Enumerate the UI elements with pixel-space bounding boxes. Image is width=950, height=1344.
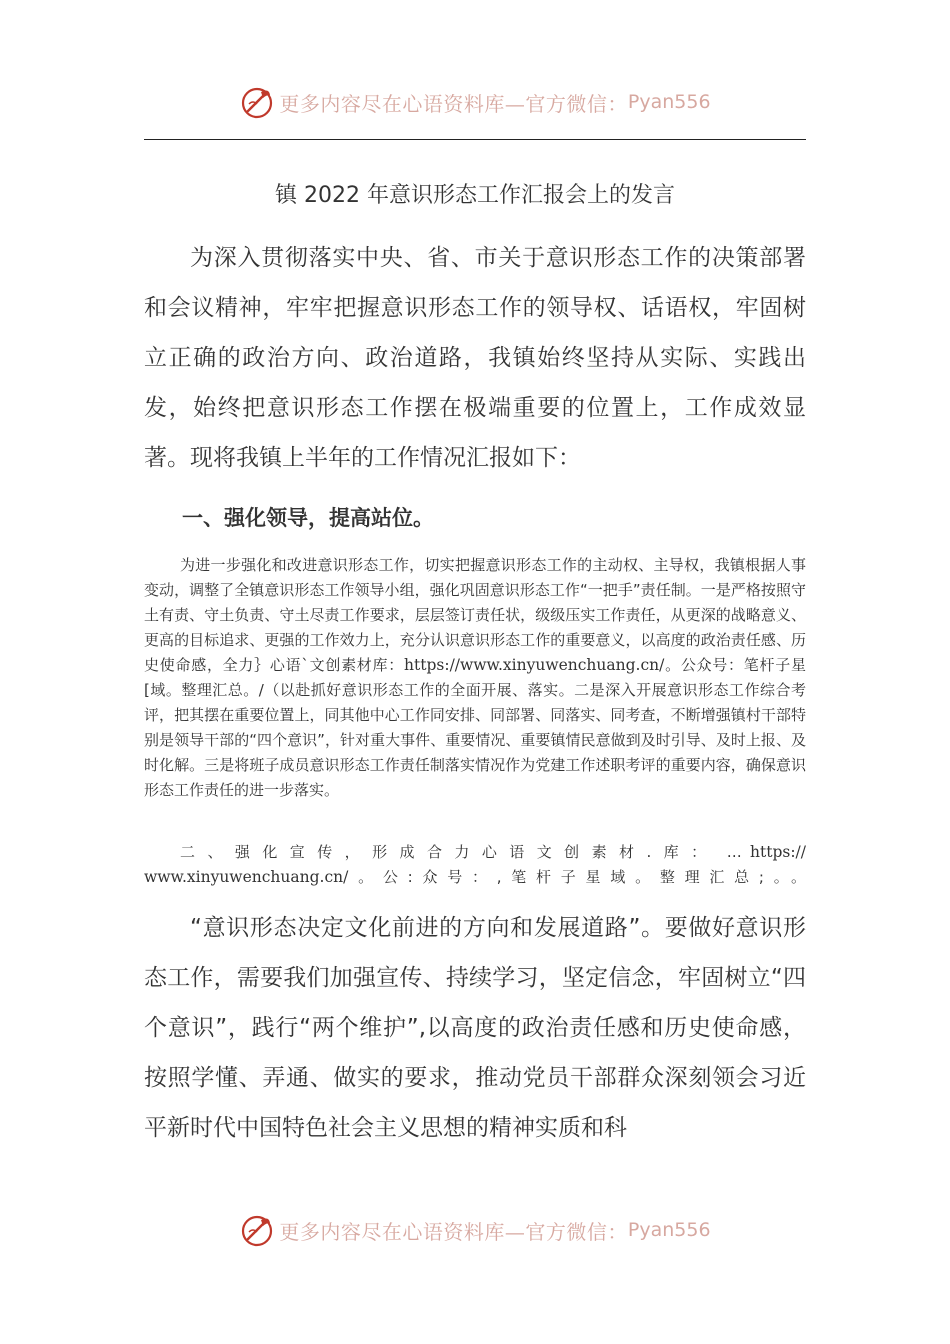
section2-url-b: www.xinyuwenchuang.cn/: [144, 868, 349, 886]
section2-body: “意识形态决定文化前进的方向和发展道路”。要做好意识形态工作，需要我们加强宣传、持续学习，坚定信念，牢固树立“四个意识”，践行“两个维护”,以高度的政治责任感和历史使命感，按照学懂、弄通、做实的要求，推动党员干部群众深刻领会习近平新时代中国特色社会主义思想的精神实质和科: [144, 915, 806, 1141]
quill-logo-icon: [239, 1212, 275, 1248]
section1-text-a: 为进一步强化和改进意识形态工作，切实把握意识形态工作的主动权、主导权，我镇根据人事变动，调整了全镇意识形态工作领导小组，强化巩固意识形态工作“一把手”责任制。一是严格按照守土有责、守土负责、守土尽责工作要求，层层签订责任状，级级压实工作责任，从更深的战略意义、更高的目标追求、更强的工作效力上，充分认识意识形态工作的重要意义，以高度的政治责任感、历史使命感，全力｝心语`文创素材库：: [144, 556, 806, 674]
watermark-text: 更多内容尽在心语资料库—官方微信：: [279, 91, 628, 116]
watermark-handle: Pyan556: [627, 91, 711, 113]
watermark-handle: Pyan556: [627, 1219, 711, 1241]
document-title: 镇 2022 年意识形态工作汇报会上的发言: [275, 183, 675, 208]
section1-paragraph: [144, 553, 806, 803]
section1-url: https://www.xinyuwenchuang.cn/: [404, 656, 665, 674]
header-divider: [144, 139, 806, 140]
section1-heading: 一、强化领导，提高站位。: [182, 506, 434, 530]
section2-heading-paragraph: [144, 840, 806, 890]
quill-logo-icon: [239, 84, 275, 120]
section2-tail: 。公:众号：,笔杆子星域。整理汇总;。。: [348, 868, 806, 886]
watermark-text: 更多内容尽在心语资料库—官方微信：: [279, 1219, 628, 1244]
header-watermark: [0, 82, 950, 122]
footer-watermark: [0, 1210, 950, 1250]
section2-url-a: https://: [750, 843, 806, 861]
section1-text-b: 。公众号：笔杆子星[域。整理汇总。/（以赴抓好意识形态工作的全面开展、落实。二是深入开展意识形态工作综合考评，把其摆在重要位置上，同其他中心工作同安排、同部署、同落实、同考查，不断增强镇村干部特别是领导干部的“四个意识”，针对重大事件、重要情况、重要镇情民意做到及时引导、及时上报、及时化解。三是将班子成员意识形态工作责任制落实情况作为党建工作述职考评的重要内容，确保意识形态工作责任的进一步落实。: [144, 656, 806, 799]
intro-paragraph: 为深入贯彻落实中央、省、市关于意识形态工作的决策部署和会议精神，牢牢把握意识形态工作的领导权、话语权，牢固树立正确的政治方向、政治道路，我镇始终坚持从实际、实践出发，始终把意识形态工作摆在极端重要的位置上，工作成效显著。现将我镇上半年的工作情况汇报如下：: [144, 245, 806, 471]
section2-ellipsis: …: [726, 843, 742, 861]
section2-heading: 二、强化宣传，形成合力心语文创素材.库：: [180, 843, 719, 861]
